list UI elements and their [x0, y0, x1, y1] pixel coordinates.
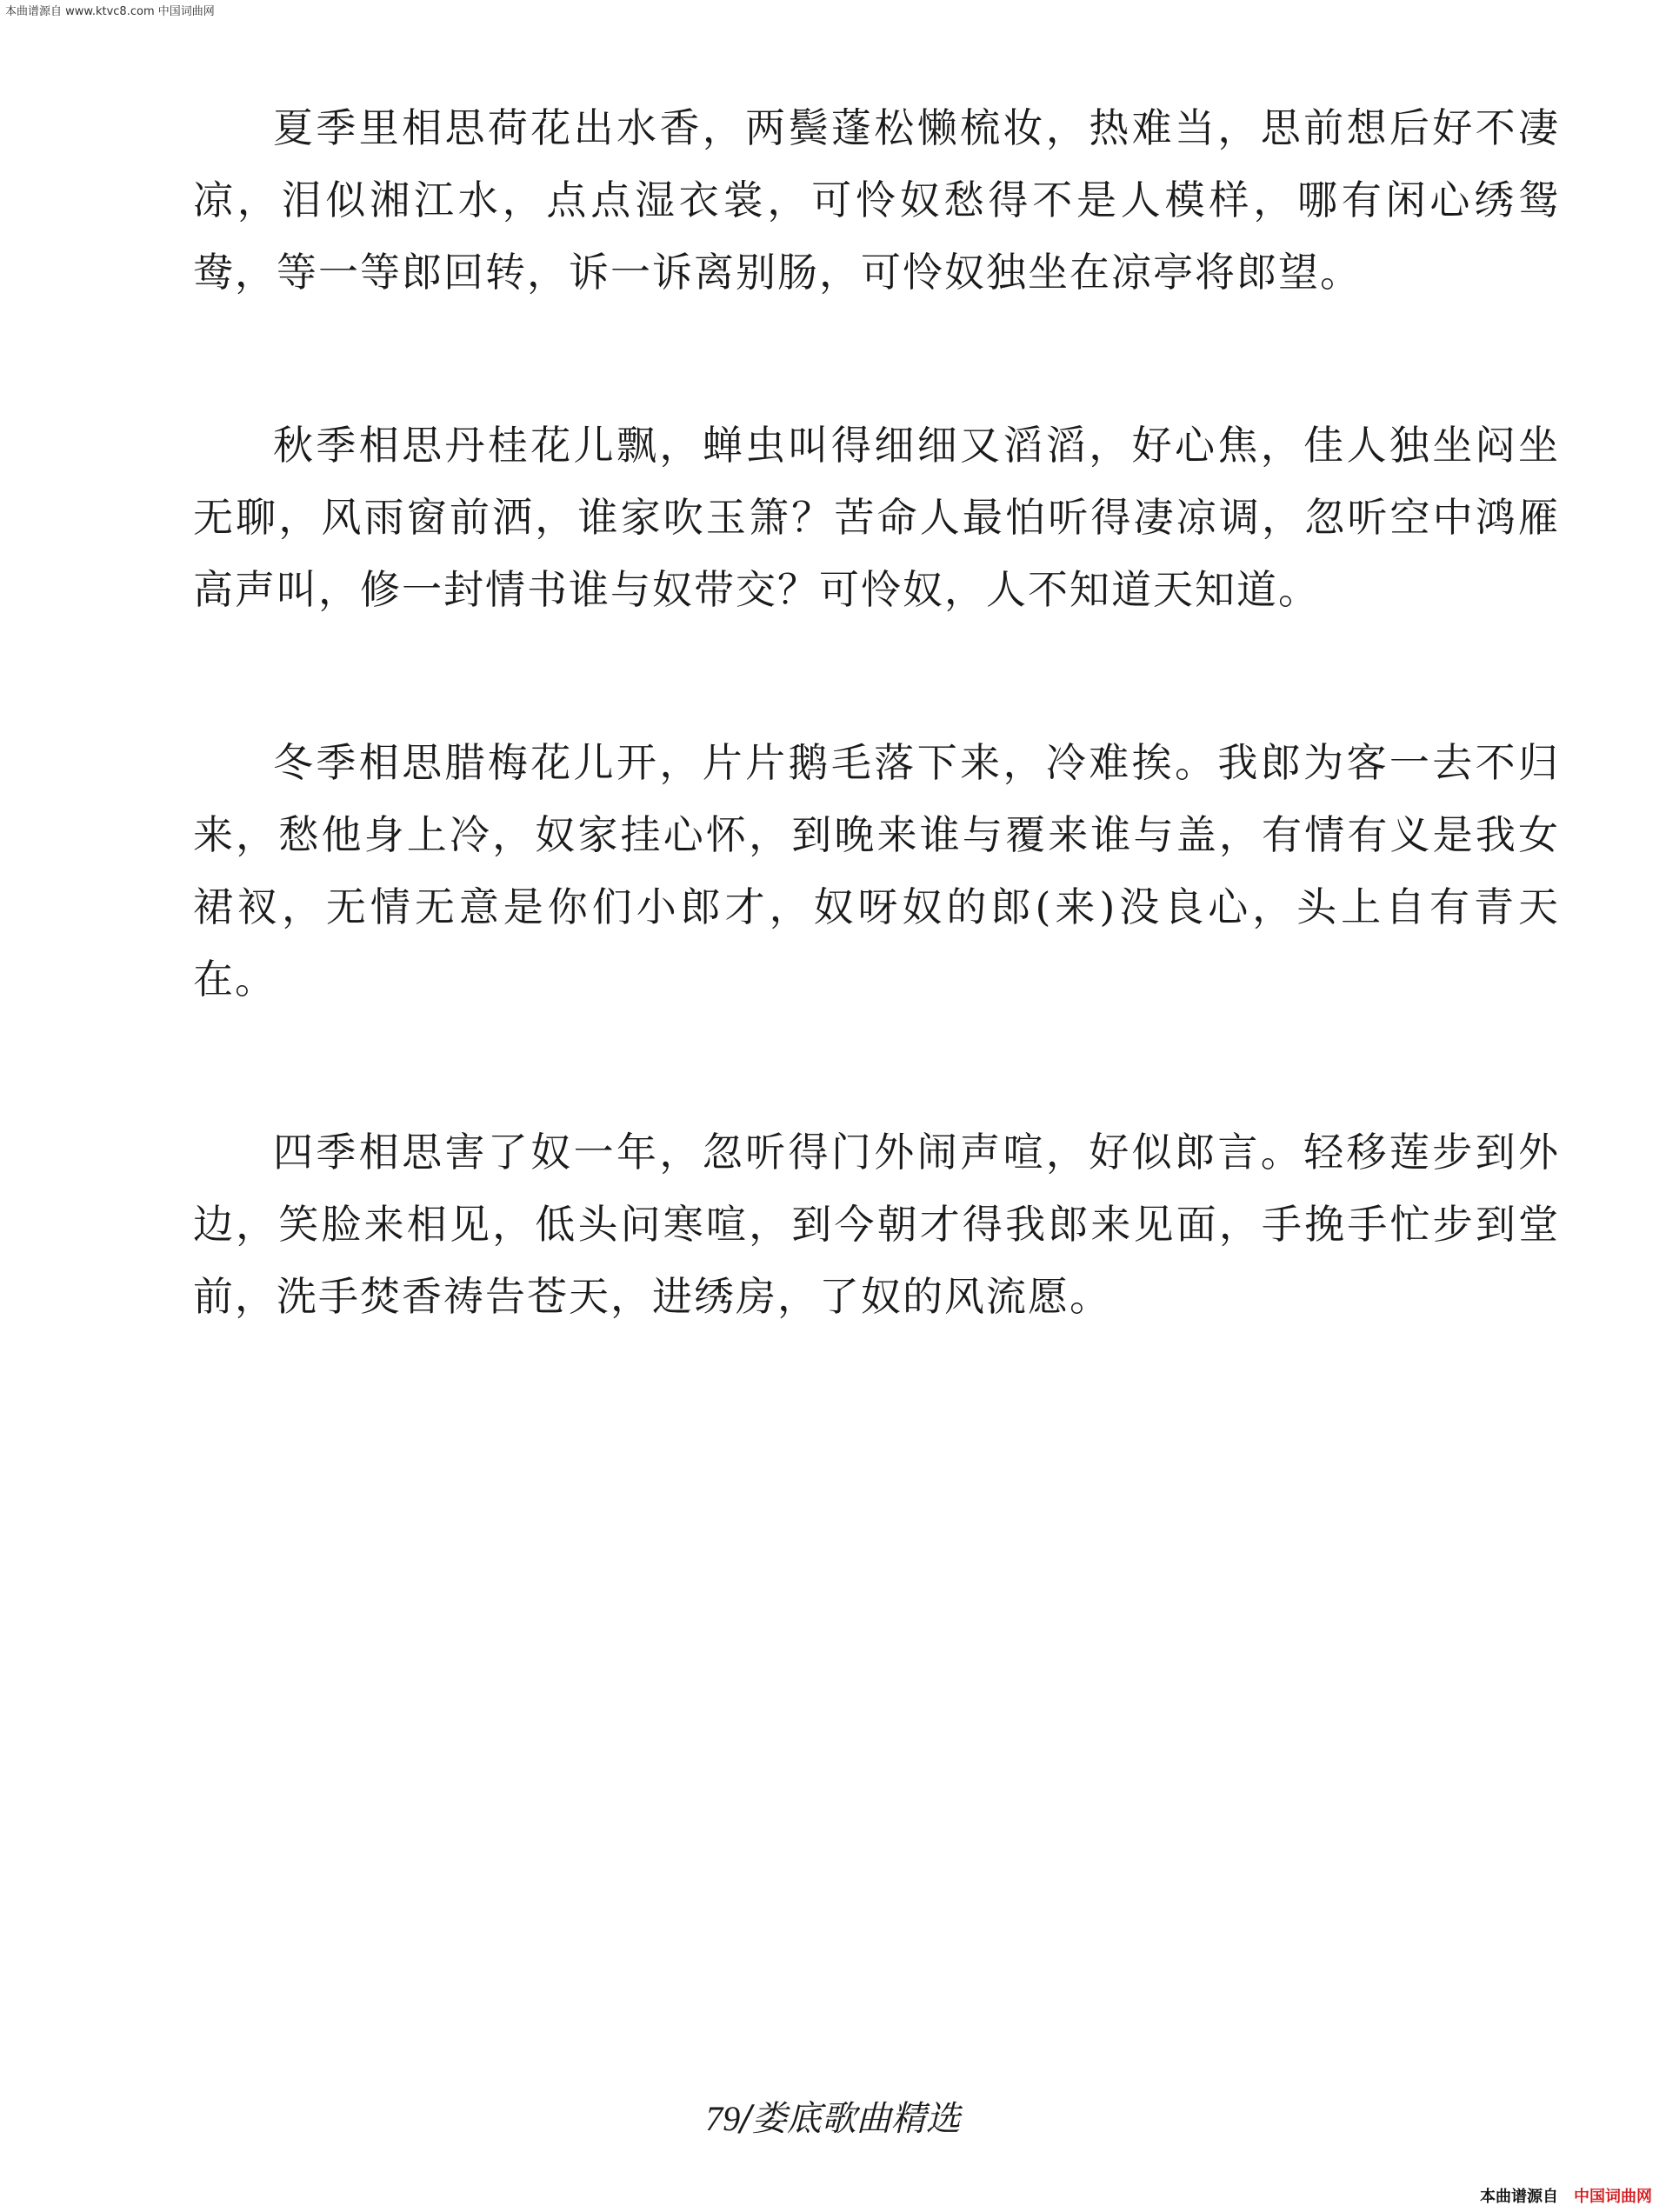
page-number: 79 [705, 2099, 741, 2138]
lyrics-body [193, 92, 1560, 1434]
footer-separator: / [740, 2099, 752, 2139]
bottom-watermark [1480, 2184, 1652, 2207]
stanza-four-seasons: 四季相思害了奴一年，忽听得门外闹声喧，好似郎言。轻移莲步到外边，笑脸来相见，低头问寒喧，到今朝才得我郎来见面，手挽手忙步到堂前，洗手焚香祷告苍天，进绣房，了奴的风流愿。 [193, 1129, 1560, 1320]
bottom-watermark-source: 本曲谱源自 [1480, 2188, 1558, 2206]
stanza-summer: 夏季里相思荷花出水香，两鬓蓬松懒梳妆，热难当，思前想后好不凄凉，泪似湘江水，点点湿衣裳，可怜奴愁得不是人模样，哪有闲心绣鸳鸯，等一等郎回转，诉一诉离别肠，可怜奴独坐在凉亭将郎望。 [193, 104, 1560, 296]
page-footer [0, 2091, 1666, 2141]
stanza-winter: 冬季相思腊梅花儿开，片片鹅毛落下来，冷难挨。我郎为客一去不归来，愁他身上冷，奴家挂心怀，到晚来谁与覆来谁与盖，有情有义是我女裙衩，无情无意是你们小郎才，奴呀奴的郎(来)没良心，头上自有青天在。 [193, 739, 1560, 1003]
bottom-watermark-site: 中国词曲网 [1574, 2188, 1652, 2206]
top-watermark: 本曲谱源自 www.ktvc8.com 中国词曲网 [5, 5, 215, 18]
book-title: 娄底歌曲精选 [751, 2099, 961, 2139]
stanza-autumn: 秋季相思丹桂花儿飘，蝉虫叫得细细又滔滔，好心焦，佳人独坐闷坐无聊，风雨窗前洒，谁家吹玉箫？苦命人最怕听得凄凉调，忽听空中鸿雁高声叫，修一封情书谁与奴带交？可怜奴，人不知道天知道。 [193, 422, 1560, 613]
